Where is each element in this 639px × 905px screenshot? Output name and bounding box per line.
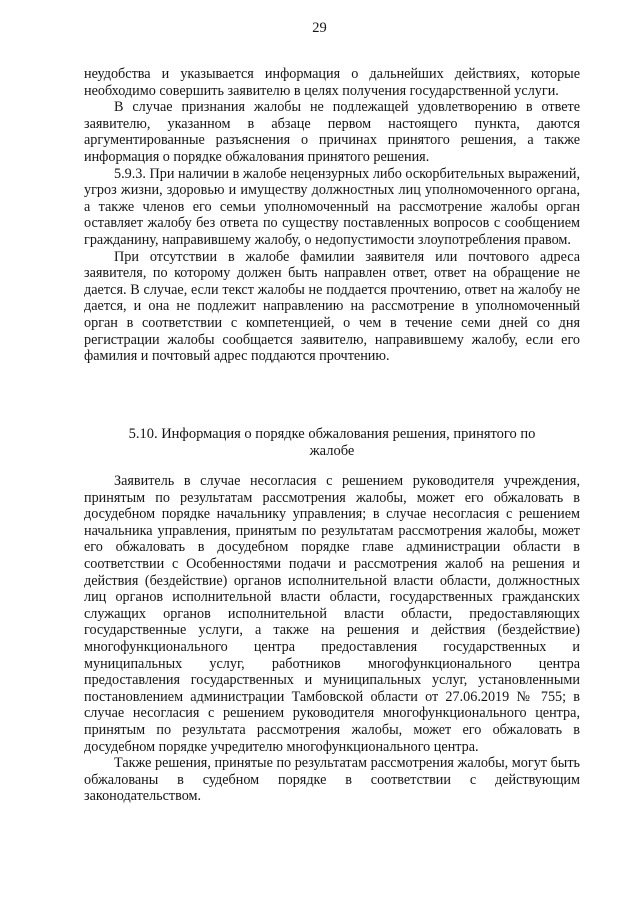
page-number: 29 (312, 20, 327, 36)
paragraph-rejection-info: В случае признания жалобы не подлежащей удовлетворению в ответе заявителю, указанном в абзаце первом настоящего пункта, даются аргументированные разъяснения о причинах принятого решения, а также информация о порядке обжалования принятого решения. (84, 99, 580, 165)
paragraph-5-9-3: 5.9.3. При наличии в жалобе нецензурных либо оскорбительных выражений, угроз жизни, здоровью и имуществу должностных лиц уполномоченного органа, а также членов его семьи уполномоченный на рассмотрение жалобы орган оставляет жалобу без ответа по существу поставленных вопросов с сообщением гражданину, направившему жалобу, о недопустимости злоупотребления правом. (84, 165, 580, 248)
bottom-text-block (84, 473, 580, 805)
top-text-block (84, 66, 580, 365)
paragraph-no-address: При отсутствии в жалобе фамилии заявителя или почтового адреса заявителя, по которому должен быть направлен ответ, ответ на обращение не дается. В случае, если текст жалобы не поддается прочтению, ответ на жалобу не дается, и она не подлежит направлению на рассмотрение в уполномоченный орган в соответствии с компетенцией, о чем в течение семи дней со дня регистрации жалобы сообщается заявителю, направившему жалобу, если его фамилия и почтовый адрес поддаются прочтению. (84, 248, 580, 365)
paragraph-appeal-procedure: Заявитель в случае несогласия с решением руководителя учреждения, принятым по результатам рассмотрения жалобы, может его обжаловать в досудебном порядке начальнику управления; в случае несогласия с решением начальника управления, принятым по результатам рассмотрения жалобы, может его обжаловать в досудебном порядке главе администрации области в соответствии с Особенностями подачи и рассмотрения жалоб на решения и действия (бездействие) органов исполнительной власти области, должностных лиц органов исполнительной власти области, государственных гражданских служащих органов исполнительной власти области, предоставляющих государственные услуги, а также на решения и действия (бездействие) многофункционального центра предоставления государственных и муниципальных услуг, работников многофункционального центра предоставления государственных и муниципальных услуг, установленными постановлением администрации Тамбовской области от 27.06.2019 № 755; в случае несогласия с решением руководителя многофункционального центра, принятым по результата рассмотрения жалобы, может его обжаловать в досудебном порядке учредителю многофункционального центра. (84, 473, 580, 755)
paragraph-continuation: неудобства и указывается информация о дальнейших действиях, которые необходимо совершить заявителю в целях получения государственной услуги. (84, 66, 580, 99)
paragraph-court-appeal: Также решения, принятые по результатам рассмотрения жалобы, могут быть обжалованы в судебном порядке в соответствии с действующим законодательством. (84, 755, 580, 805)
section-heading-5-10: 5.10. Информация о порядке обжалования решения, принятого по жалобе (128, 426, 536, 459)
